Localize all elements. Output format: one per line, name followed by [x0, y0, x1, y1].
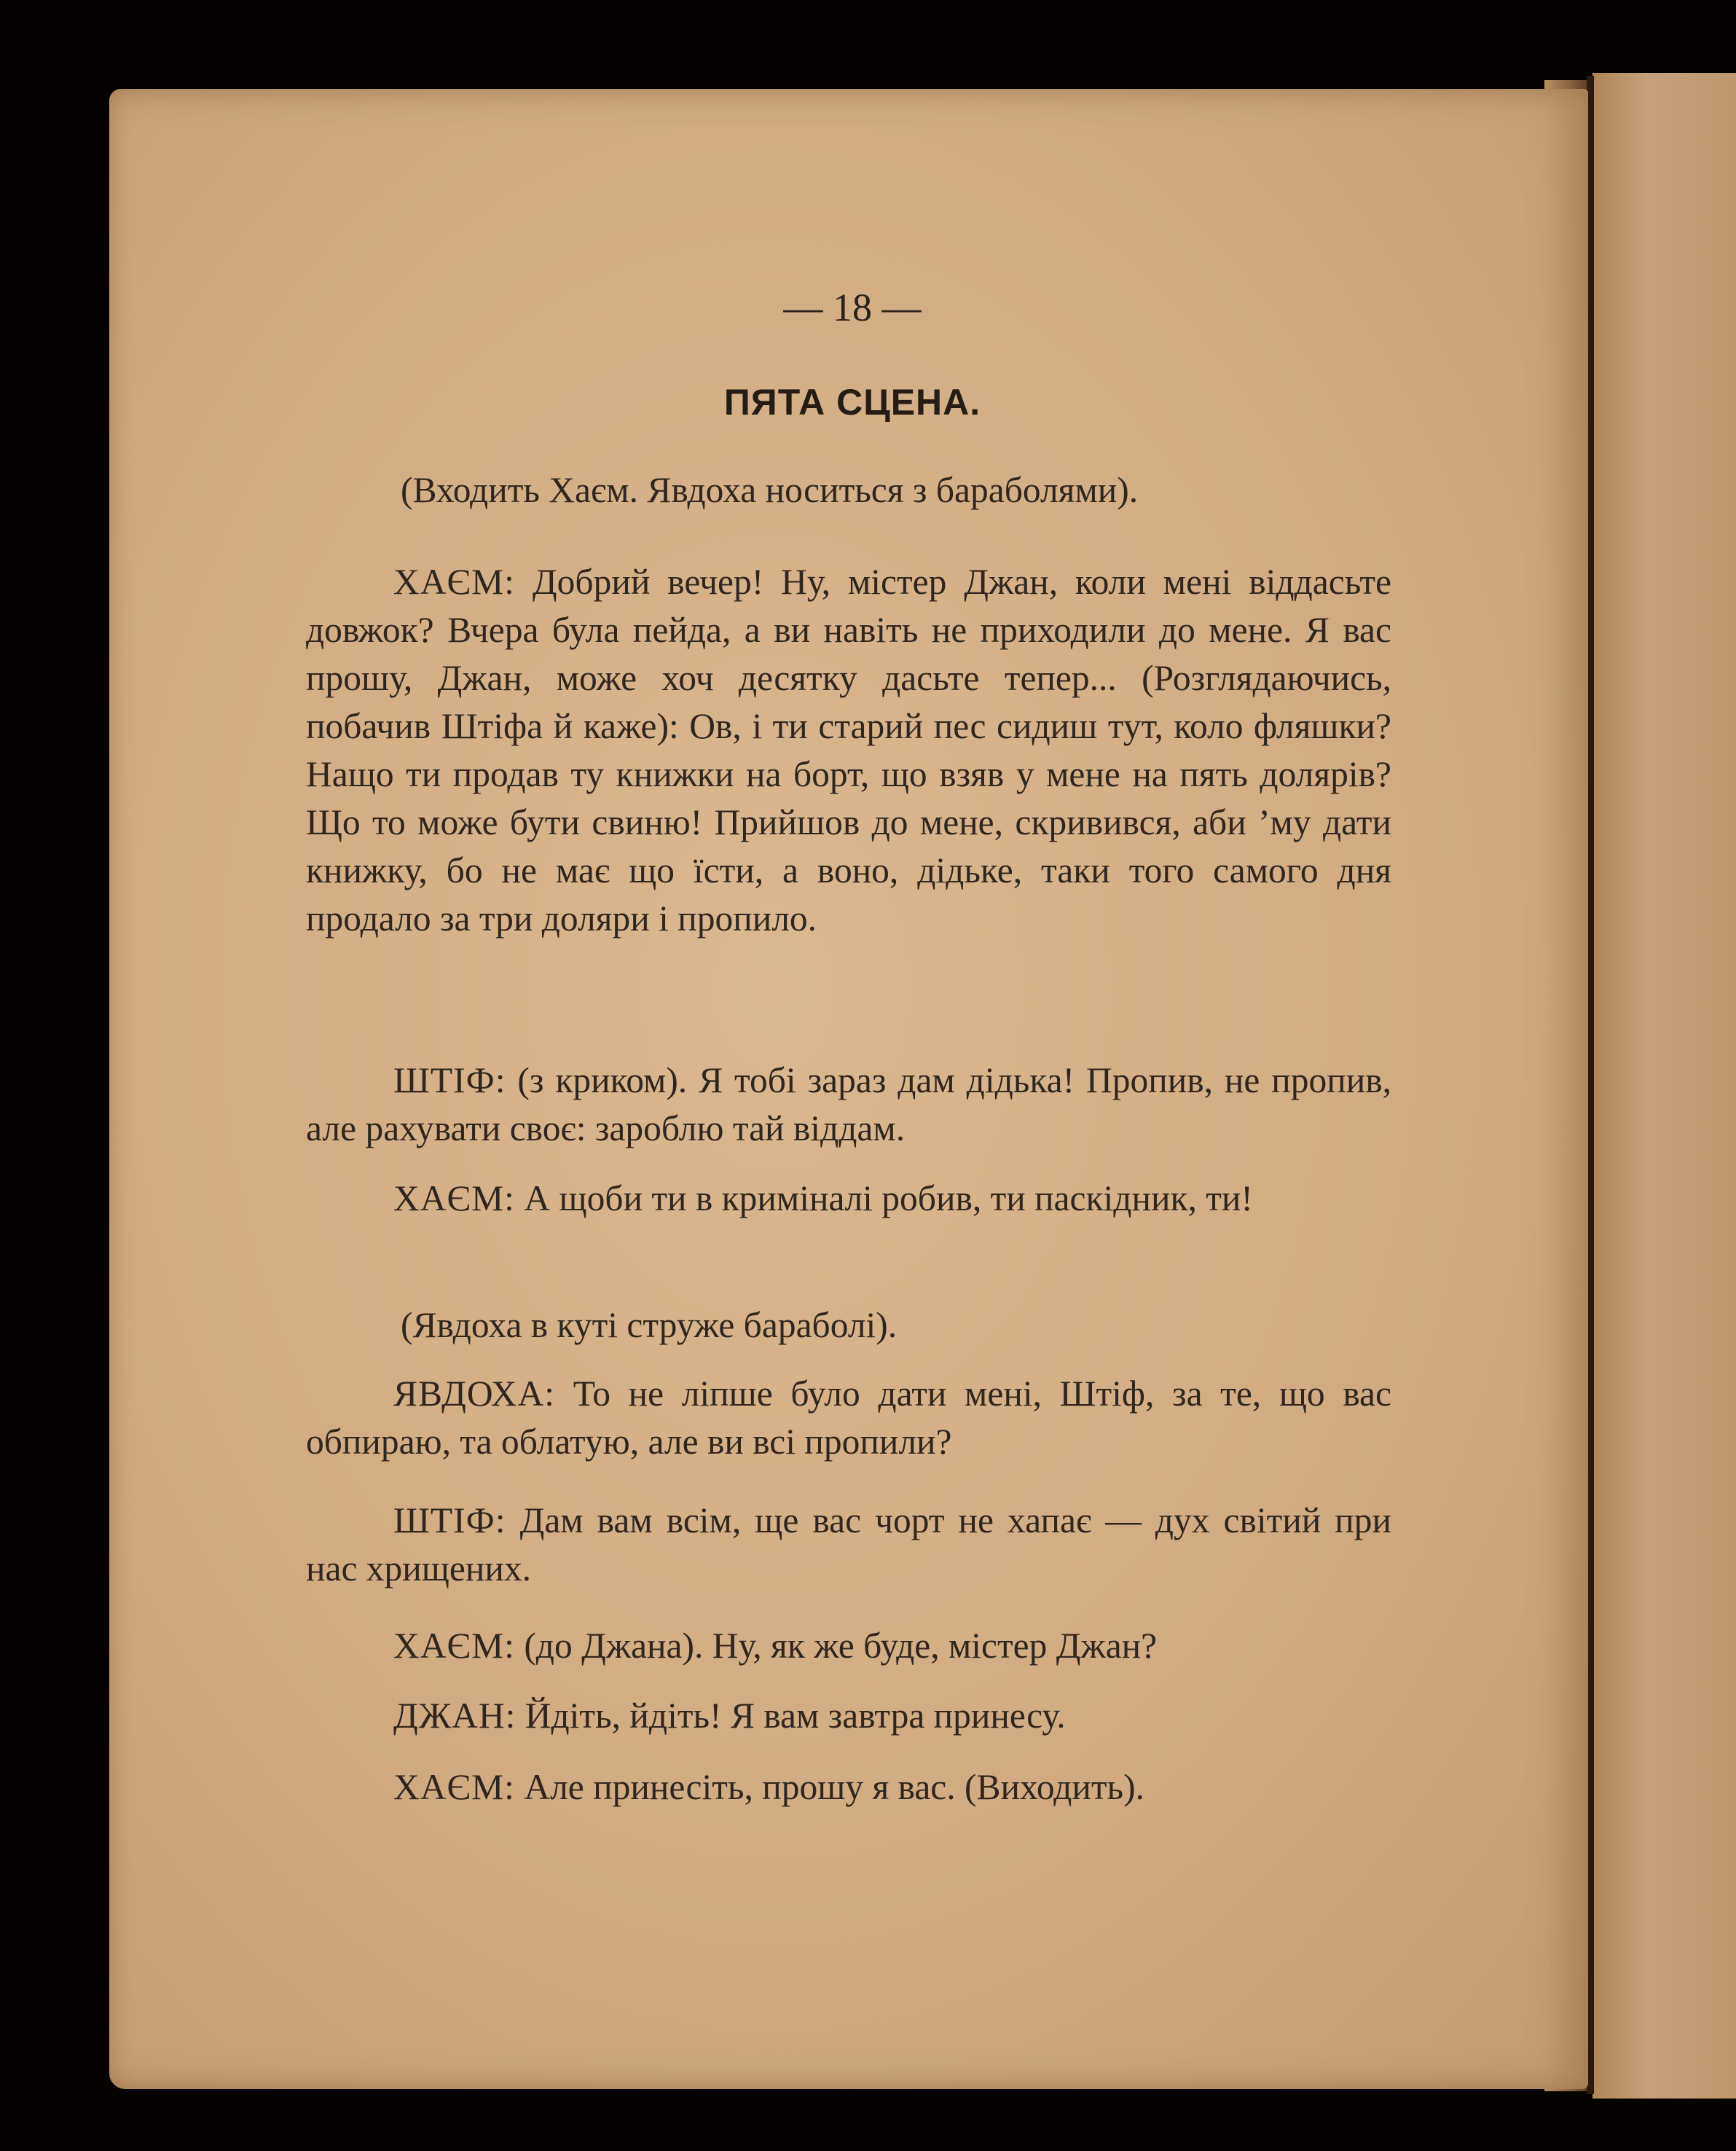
stage-direction-yavdokha [306, 1301, 1391, 1349]
speaker-name: ЯВДОХА: [393, 1374, 556, 1414]
speaker-name: ХАЄМ: [393, 1767, 515, 1807]
speaker-name: ДЖАН: [393, 1696, 517, 1736]
dialogue-dzhan [306, 1692, 1391, 1740]
speaker-name: ХАЄМ: [393, 562, 515, 602]
dialogue-text: Йдіть, йдіть! Я вам завтра принесу. [516, 1696, 1066, 1736]
dialogue-haem-4 [306, 1763, 1391, 1811]
speaker-name: ШТІФ: [393, 1500, 506, 1540]
dialogue-yavdokha [306, 1370, 1391, 1466]
dialogue-shtif-2 [306, 1497, 1391, 1593]
dialogue-text: То не ліпше було дати мені, Штіф, за те, що вас обпираю, та облатую, але ви всі пропили? [306, 1374, 1391, 1462]
dialogue-haem-2 [306, 1175, 1391, 1223]
dialogue-haem-3 [306, 1622, 1391, 1670]
speaker-name: ХАЄМ: [393, 1178, 515, 1218]
paragraph-text: (Явдоха в куті струже бараболі). [401, 1305, 898, 1345]
dialogue-text: А щоби ти в кримінaлі робив, ти паскідник, ти! [514, 1178, 1253, 1218]
speaker-name: ХАЄМ: [393, 1626, 515, 1666]
dialogue-haem-1 [306, 558, 1391, 943]
dialogue-text: Добрий вечер! Ну, містер Джан, коли мені віддасьте довжок? Вчера була пейда, а ви навіть не приходили до мене. Я вас прошу, Джан, може хоч десятку дасьте тепер... (Розглядаючись, побачив Штіфа й каже): Ов, і ти старий пес сидиш тут, коло фляшки? Нащо ти продав ту книжки на борт, що взяв у мене на пять долярів? Що то може бути свиню! Прийшов до мене, скривився, аби ’му дати книжку, бо не має що їсти, а воно, дідьке, таки того самого дня продало за три доляри і пропило. [306, 562, 1391, 939]
dialogue-text: Але принесіть, прошу я вас. (Виходить). [514, 1767, 1144, 1807]
speaker-name: ШТІФ: [393, 1060, 506, 1100]
dialogue-shtif-1 [306, 1057, 1391, 1153]
paragraph-text: (Входить Хаєм. Явдоха носиться з бараболями). [401, 470, 1139, 510]
page-number: — 18 — [783, 286, 922, 329]
dialogue-text: (з криком). Я тобі зараз дам дідька! Пропив, не пропив, але рахувати своє: зароблю тай віддам. [306, 1060, 1391, 1148]
scene-title: ПЯТА СЦЕНА. [723, 382, 981, 423]
dialogue-text: (до Джана). Ну, як же буде, містер Джан? [514, 1626, 1158, 1666]
dialogue-text: Дам вам всім, ще вас чорт не хапає — дух світий при нас хрищених. [306, 1500, 1391, 1588]
stage-direction-entrance [306, 466, 1391, 514]
